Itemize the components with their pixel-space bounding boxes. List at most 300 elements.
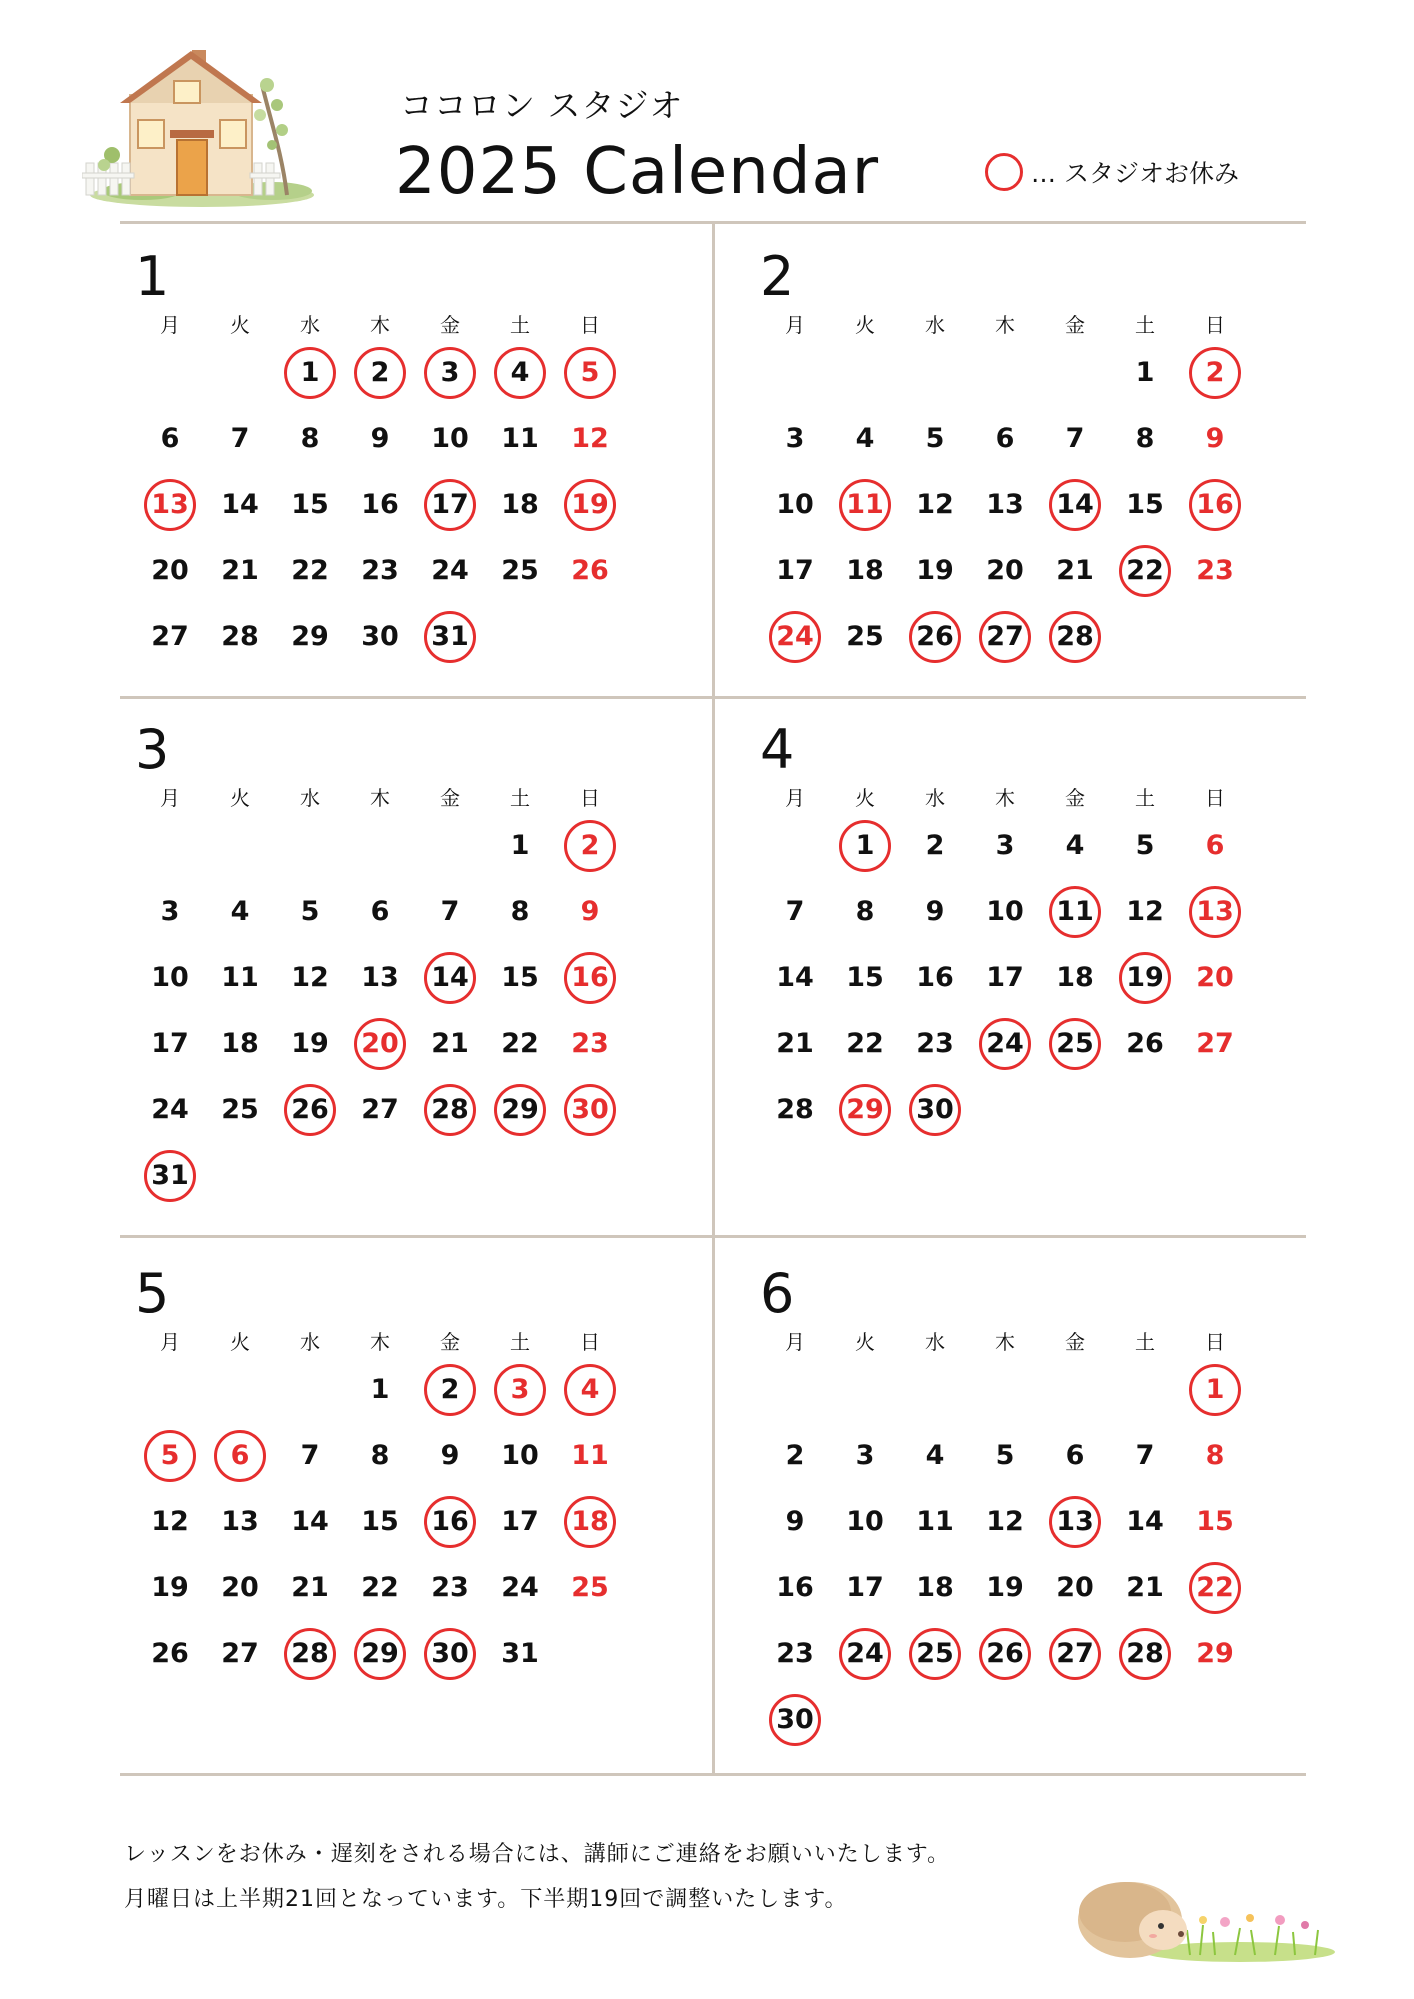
day-cell: [1110, 1018, 1180, 1070]
day-number: 24: [431, 555, 469, 586]
weekday-header: 月: [785, 1330, 805, 1354]
day-cell: [830, 413, 900, 465]
day-number: 9: [925, 896, 945, 927]
day-number: 21: [1126, 1572, 1164, 1603]
day-number: 11: [221, 962, 259, 993]
day-cell: [415, 1430, 485, 1482]
day-cell: [345, 545, 415, 597]
day-cell: [830, 820, 900, 872]
day-number: 19: [571, 489, 609, 520]
day-number: 26: [916, 621, 954, 652]
day-cell: [555, 1364, 625, 1416]
day-cell: [970, 413, 1040, 465]
day-number: 6: [370, 896, 390, 927]
day-cell: [345, 611, 415, 663]
day-cell: [1180, 1364, 1250, 1416]
day-number: 4: [230, 896, 250, 927]
day-number: 9: [370, 423, 390, 454]
day-number: 2: [925, 830, 945, 861]
day-number: 16: [361, 489, 399, 520]
day-number: 12: [291, 962, 329, 993]
day-cell: [345, 1430, 415, 1482]
day-number: 13: [151, 489, 189, 520]
day-cell: [415, 1562, 485, 1614]
day-cell: [1040, 820, 1110, 872]
weekday-header: 木: [995, 1330, 1015, 1354]
day-number: 31: [501, 1638, 539, 1669]
day-number: 22: [361, 1572, 399, 1603]
day-cell: [1180, 479, 1250, 531]
weekday-header: 日: [1205, 786, 1225, 810]
day-number: 11: [846, 489, 884, 520]
day-cell: [1040, 1628, 1110, 1680]
note-line-2: 月曜日は上半期21回となっています。下半期19回で調整いたします。: [124, 1887, 848, 1912]
weekday-header: 土: [1135, 1330, 1155, 1354]
day-number: 29: [361, 1638, 399, 1669]
day-cell: [415, 1084, 485, 1136]
day-number: 21: [431, 1028, 469, 1059]
day-cell: [415, 1018, 485, 1070]
day-cell: [555, 952, 625, 1004]
weekday-header: 木: [995, 313, 1015, 337]
day-cell: [205, 545, 275, 597]
day-cell: [1040, 886, 1110, 938]
day-cell: [135, 1496, 205, 1548]
day-number: 14: [431, 962, 469, 993]
day-number: 15: [1126, 489, 1164, 520]
day-number: 3: [995, 830, 1015, 861]
day-cell: [555, 347, 625, 399]
day-number: 24: [501, 1572, 539, 1603]
weekday-header: 水: [925, 1330, 945, 1354]
day-number: 20: [1056, 1572, 1094, 1603]
day-cell: [970, 952, 1040, 1004]
day-cell: [485, 413, 555, 465]
day-cell: [1110, 413, 1180, 465]
day-cell: [205, 611, 275, 663]
day-cell: [1180, 1430, 1250, 1482]
day-cell: [1110, 1430, 1180, 1482]
day-cell: [1110, 1562, 1180, 1614]
day-number: 25: [571, 1572, 609, 1603]
day-cell: [415, 886, 485, 938]
day-cell: [555, 820, 625, 872]
day-cell: [275, 1018, 345, 1070]
day-number: 4: [580, 1374, 600, 1405]
day-number: 5: [160, 1440, 180, 1471]
day-cell: [275, 886, 345, 938]
day-cell: [830, 545, 900, 597]
day-number: 29: [846, 1094, 884, 1125]
day-cell: [1180, 820, 1250, 872]
day-cell: [205, 1018, 275, 1070]
day-number: 30: [361, 621, 399, 652]
day-number: 7: [300, 1440, 320, 1471]
day-number: 30: [776, 1704, 814, 1735]
day-cell: [555, 1018, 625, 1070]
day-cell: [1110, 347, 1180, 399]
day-cell: [135, 545, 205, 597]
day-cell: [275, 1430, 345, 1482]
day-number: 19: [986, 1572, 1024, 1603]
day-number: 17: [501, 1506, 539, 1537]
day-number: 22: [1126, 555, 1164, 586]
day-cell: [205, 1430, 275, 1482]
day-number: 28: [1126, 1638, 1164, 1669]
weekday-header: 水: [300, 786, 320, 810]
day-number: 27: [986, 621, 1024, 652]
day-cell: [1040, 1018, 1110, 1070]
day-cell: [900, 479, 970, 531]
day-cell: [415, 611, 485, 663]
day-cell: [900, 545, 970, 597]
day-cell: [760, 886, 830, 938]
day-cell: [345, 952, 415, 1004]
weekday-header: 月: [160, 786, 180, 810]
day-cell: [900, 820, 970, 872]
day-number: 23: [1196, 555, 1234, 586]
day-number: 2: [580, 830, 600, 861]
day-cell: [970, 545, 1040, 597]
day-cell: [135, 1562, 205, 1614]
day-number: 4: [925, 1440, 945, 1471]
day-cell: [135, 886, 205, 938]
day-cell: [485, 545, 555, 597]
day-number: 6: [160, 423, 180, 454]
day-number: 29: [291, 621, 329, 652]
day-number: 13: [1196, 896, 1234, 927]
day-cell: [275, 545, 345, 597]
day-cell: [1040, 545, 1110, 597]
day-cell: [1180, 545, 1250, 597]
day-number: 4: [510, 357, 530, 388]
day-cell: [345, 1018, 415, 1070]
weekday-header: 金: [1065, 786, 1085, 810]
weekday-header: 金: [1065, 313, 1085, 337]
weekday-header: 日: [580, 786, 600, 810]
day-cell: [1040, 413, 1110, 465]
day-number: 12: [571, 423, 609, 454]
day-number: 22: [846, 1028, 884, 1059]
day-cell: [555, 886, 625, 938]
day-cell: [970, 479, 1040, 531]
weekday-header: 土: [510, 1330, 530, 1354]
day-number: 20: [151, 555, 189, 586]
day-cell: [1180, 1628, 1250, 1680]
day-cell: [345, 347, 415, 399]
day-cell: [970, 1430, 1040, 1482]
day-cell: [970, 1628, 1040, 1680]
day-number: 6: [1205, 830, 1225, 861]
day-cell: [415, 347, 485, 399]
day-cell: [415, 545, 485, 597]
day-number: 9: [440, 1440, 460, 1471]
day-number: 14: [1126, 1506, 1164, 1537]
day-cell: [760, 413, 830, 465]
day-number: 6: [995, 423, 1015, 454]
day-number: 30: [571, 1094, 609, 1125]
day-number: 14: [776, 962, 814, 993]
day-cell: [760, 1562, 830, 1614]
day-cell: [135, 1150, 205, 1202]
day-cell: [1040, 479, 1110, 531]
day-cell: [485, 886, 555, 938]
day-number: 9: [785, 1506, 805, 1537]
day-cell: [485, 347, 555, 399]
day-cell: [970, 820, 1040, 872]
weekday-header: 木: [370, 313, 390, 337]
day-cell: [345, 1496, 415, 1548]
day-cell: [485, 1084, 555, 1136]
day-number: 12: [916, 489, 954, 520]
month-number: 5: [135, 1262, 170, 1325]
calendar-title: 2025 Calendar: [395, 135, 879, 209]
day-cell: [555, 1084, 625, 1136]
day-number: 27: [1056, 1638, 1094, 1669]
day-number: 24: [776, 621, 814, 652]
day-number: 5: [995, 1440, 1015, 1471]
day-cell: [275, 1628, 345, 1680]
weekday-header: 日: [580, 1330, 600, 1354]
weekday-header: 日: [1205, 1330, 1225, 1354]
divider-bottom: [120, 1773, 1306, 1776]
day-number: 12: [986, 1506, 1024, 1537]
day-cell: [760, 1084, 830, 1136]
day-number: 3: [785, 423, 805, 454]
day-cell: [205, 1562, 275, 1614]
day-cell: [485, 479, 555, 531]
day-cell: [760, 545, 830, 597]
day-number: 28: [1056, 621, 1094, 652]
day-number: 25: [916, 1638, 954, 1669]
day-number: 12: [151, 1506, 189, 1537]
day-cell: [1180, 1562, 1250, 1614]
day-cell: [415, 1496, 485, 1548]
day-cell: [1110, 545, 1180, 597]
day-number: 22: [291, 555, 329, 586]
day-cell: [830, 952, 900, 1004]
day-cell: [345, 1628, 415, 1680]
day-cell: [1040, 611, 1110, 663]
day-number: 29: [501, 1094, 539, 1125]
day-number: 18: [571, 1506, 609, 1537]
day-number: 22: [501, 1028, 539, 1059]
day-cell: [275, 413, 345, 465]
day-number: 14: [1056, 489, 1094, 520]
day-number: 25: [846, 621, 884, 652]
day-number: 25: [221, 1094, 259, 1125]
day-number: 11: [571, 1440, 609, 1471]
day-cell: [485, 1364, 555, 1416]
weekday-header: 月: [160, 1330, 180, 1354]
day-number: 10: [431, 423, 469, 454]
day-cell: [1110, 1496, 1180, 1548]
day-number: 2: [1205, 357, 1225, 388]
day-number: 31: [431, 621, 469, 652]
weekday-header: 水: [300, 1330, 320, 1354]
day-number: 16: [776, 1572, 814, 1603]
day-number: 29: [1196, 1638, 1234, 1669]
closed-legend-circle-icon: [985, 153, 1023, 191]
day-cell: [345, 1084, 415, 1136]
day-cell: [1180, 1496, 1250, 1548]
weekday-header: 木: [370, 1330, 390, 1354]
day-number: 1: [855, 830, 875, 861]
day-number: 3: [855, 1440, 875, 1471]
weekday-header: 火: [855, 786, 875, 810]
day-cell: [760, 479, 830, 531]
day-cell: [900, 886, 970, 938]
day-cell: [760, 611, 830, 663]
day-cell: [555, 479, 625, 531]
day-number: 19: [916, 555, 954, 586]
day-cell: [1180, 1018, 1250, 1070]
day-cell: [415, 1364, 485, 1416]
day-number: 6: [230, 1440, 250, 1471]
day-number: 20: [986, 555, 1024, 586]
day-cell: [970, 886, 1040, 938]
day-cell: [485, 820, 555, 872]
day-cell: [900, 413, 970, 465]
day-number: 10: [501, 1440, 539, 1471]
day-number: 17: [151, 1028, 189, 1059]
day-number: 20: [361, 1028, 399, 1059]
day-number: 27: [361, 1094, 399, 1125]
weekday-header: 水: [300, 313, 320, 337]
day-cell: [555, 1430, 625, 1482]
weekday-header: 火: [230, 1330, 250, 1354]
day-number: 10: [151, 962, 189, 993]
day-cell: [1180, 886, 1250, 938]
day-number: 28: [776, 1094, 814, 1125]
day-cell: [135, 1084, 205, 1136]
day-number: 7: [230, 423, 250, 454]
day-number: 23: [431, 1572, 469, 1603]
day-number: 10: [986, 896, 1024, 927]
day-number: 30: [431, 1638, 469, 1669]
day-cell: [1040, 1496, 1110, 1548]
day-number: 30: [916, 1094, 954, 1125]
day-cell: [900, 952, 970, 1004]
day-cell: [1180, 347, 1250, 399]
day-cell: [135, 479, 205, 531]
weekday-header: 金: [440, 1330, 460, 1354]
day-number: 7: [785, 896, 805, 927]
day-number: 26: [571, 555, 609, 586]
day-number: 18: [221, 1028, 259, 1059]
weekday-header: 日: [1205, 313, 1225, 337]
day-number: 7: [1135, 1440, 1155, 1471]
weekday-header: 月: [785, 313, 805, 337]
day-cell: [830, 886, 900, 938]
note-line-1: レッスンをお休み・遅刻をされる場合には、講師にご連絡をお願いいたします。: [124, 1842, 951, 1867]
divider-vertical-1: [712, 224, 715, 696]
day-cell: [205, 413, 275, 465]
day-number: 8: [370, 1440, 390, 1471]
day-number: 1: [300, 357, 320, 388]
day-number: 2: [370, 357, 390, 388]
weekday-header: 月: [785, 786, 805, 810]
weekday-header: 火: [855, 1330, 875, 1354]
day-number: 19: [291, 1028, 329, 1059]
day-number: 5: [580, 357, 600, 388]
day-number: 13: [986, 489, 1024, 520]
day-number: 26: [151, 1638, 189, 1669]
legend-label: … スタジオお休み: [1031, 159, 1239, 188]
day-cell: [760, 952, 830, 1004]
day-cell: [485, 952, 555, 1004]
day-number: 16: [431, 1506, 469, 1537]
month-number: 1: [135, 245, 170, 308]
day-cell: [485, 1562, 555, 1614]
day-cell: [415, 413, 485, 465]
day-cell: [760, 1430, 830, 1482]
day-number: 3: [510, 1374, 530, 1405]
day-cell: [830, 1628, 900, 1680]
month-number: 6: [760, 1262, 795, 1325]
day-cell: [135, 611, 205, 663]
day-number: 9: [1205, 423, 1225, 454]
day-number: 11: [1056, 896, 1094, 927]
day-number: 8: [1135, 423, 1155, 454]
weekday-header: 金: [440, 786, 460, 810]
day-number: 31: [151, 1160, 189, 1191]
weekday-header: 日: [580, 313, 600, 337]
weekday-header: 金: [1065, 1330, 1085, 1354]
day-cell: [900, 1084, 970, 1136]
day-number: 18: [846, 555, 884, 586]
day-number: 15: [361, 1506, 399, 1537]
day-number: 2: [785, 1440, 805, 1471]
day-number: 23: [571, 1028, 609, 1059]
day-cell: [205, 952, 275, 1004]
day-number: 26: [1126, 1028, 1164, 1059]
day-number: 12: [1126, 896, 1164, 927]
day-number: 5: [925, 423, 945, 454]
day-cell: [205, 1496, 275, 1548]
weekday-header: 火: [230, 313, 250, 337]
day-cell: [760, 1496, 830, 1548]
day-cell: [345, 1364, 415, 1416]
day-cell: [760, 1018, 830, 1070]
day-number: 14: [291, 1506, 329, 1537]
day-number: 16: [916, 962, 954, 993]
day-cell: [900, 1430, 970, 1482]
day-number: 8: [300, 423, 320, 454]
day-cell: [135, 1628, 205, 1680]
day-number: 18: [916, 1572, 954, 1603]
day-number: 18: [1056, 962, 1094, 993]
day-number: 2: [440, 1374, 460, 1405]
day-number: 1: [510, 830, 530, 861]
day-number: 4: [1065, 830, 1085, 861]
studio-name: ココロン スタジオ: [400, 86, 684, 125]
weekday-header: 金: [440, 313, 460, 337]
day-number: 3: [440, 357, 460, 388]
weekday-header: 木: [995, 786, 1015, 810]
day-number: 8: [510, 896, 530, 927]
weekday-header: 火: [230, 786, 250, 810]
day-cell: [760, 1694, 830, 1746]
day-number: 7: [440, 896, 460, 927]
day-number: 18: [501, 489, 539, 520]
day-cell: [970, 611, 1040, 663]
day-cell: [830, 1018, 900, 1070]
day-cell: [1180, 413, 1250, 465]
day-cell: [970, 1496, 1040, 1548]
day-number: 11: [916, 1506, 954, 1537]
day-number: 17: [986, 962, 1024, 993]
